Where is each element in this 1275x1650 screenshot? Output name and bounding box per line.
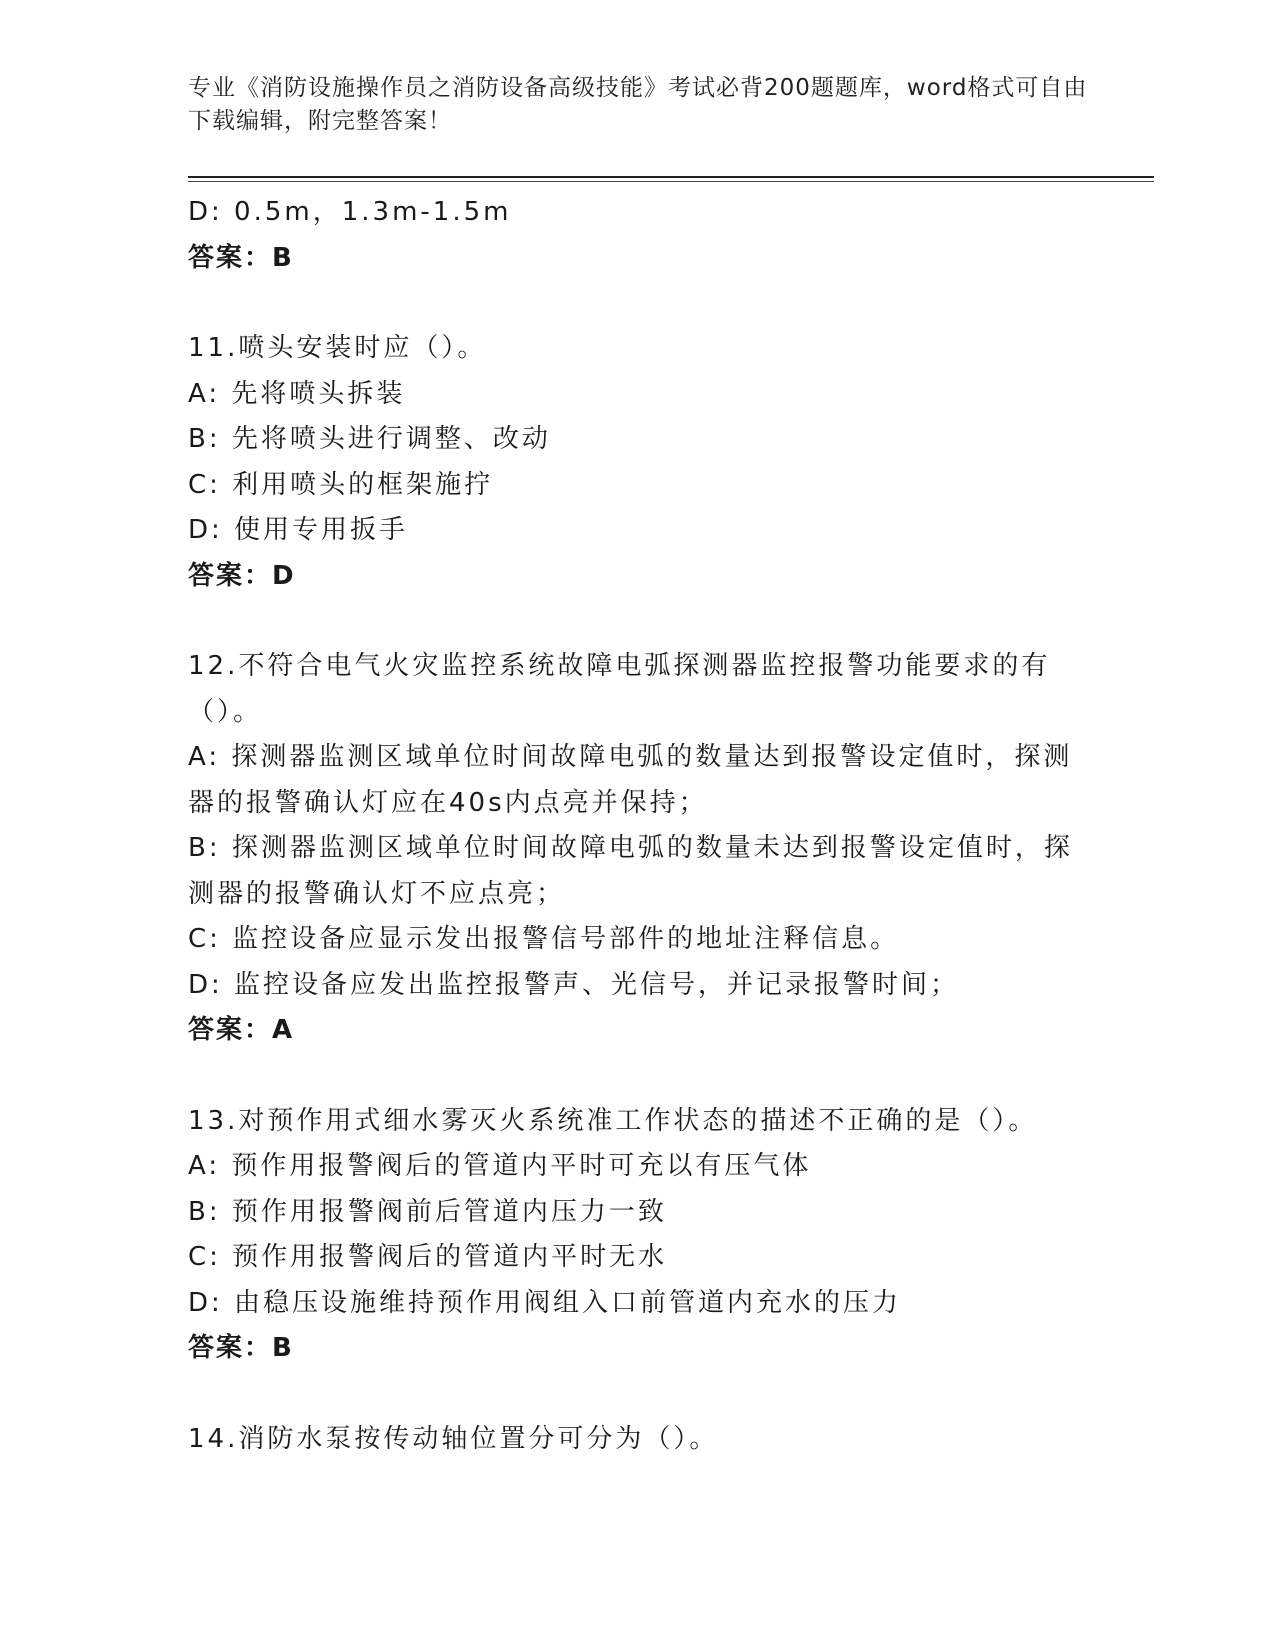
q13-answer: 答案：B [188, 1333, 294, 1363]
q13-option-a: A: 预作用报警阀后的管道内平时可充以有压气体 [188, 1151, 812, 1181]
q13-option-d: D: 由稳压设施维持预作用阀组入口前管道内充水的压力 [188, 1287, 902, 1318]
q12-option-b: B: 探测器监测区域单位时间故障电弧的数量未达到报警设定值时，探测器的报警确认灯不应点亮； [188, 833, 1073, 909]
q11-option-d: D: 使用专用扳手 [188, 515, 409, 545]
question-13: 13.对预作用式细水雾灭火系统准工作状态的描述不正确的是（）。 [188, 1105, 1038, 1136]
question-11: 11.喷头安装时应（）。 [188, 333, 487, 363]
question-list [188, 190, 1088, 1462]
prev-answer: 答案：B [188, 242, 294, 273]
header-rule-thick [188, 176, 1154, 178]
spacer [188, 599, 1088, 644]
prev-option-d: D: 0.5m，1.3m-1.5m [188, 197, 512, 227]
q11-option-a: A: 先将喷头拆装 [188, 378, 406, 409]
question-12: 12.不符合电气火灾监控系统故障电弧探测器监控报警功能要求的有（）。 [188, 651, 1051, 727]
q11-option-c: C: 利用喷头的框架施拧 [188, 469, 494, 500]
question-14: 14.消防水泵按传动轴位置分可分为（）。 [188, 1423, 719, 1454]
spacer [188, 281, 1088, 326]
q11-option-b: B: 先将喷头进行调整、改动 [188, 424, 551, 454]
spacer [188, 1054, 1088, 1099]
q11-answer: 答案：D [188, 560, 296, 591]
q13-option-b: B: 预作用报警阀前后管道内压力一致 [188, 1196, 667, 1227]
q12-answer: 答案：A [188, 1015, 295, 1045]
q13-option-c: C: 预作用报警阀后的管道内平时无水 [188, 1242, 668, 1272]
q12-option-d: D: 监控设备应发出监控报警声、光信号，并记录报警时间； [188, 969, 960, 1000]
q12-option-c: C: 监控设备应显示发出报警信号部件的地址注释信息。 [188, 924, 900, 954]
q12-option-a: A: 探测器监测区域单位时间故障电弧的数量达到报警设定值时，探测器的报警确认灯应在40s内点亮并保持； [188, 742, 1073, 818]
spacer [188, 1372, 1088, 1417]
document-header: 专业《消防设施操作员之消防设备高级技能》考试必背200题题库，word格式可自由下载编辑，附完整答案！ [188, 75, 1088, 134]
header-rule-thin [188, 181, 1154, 182]
